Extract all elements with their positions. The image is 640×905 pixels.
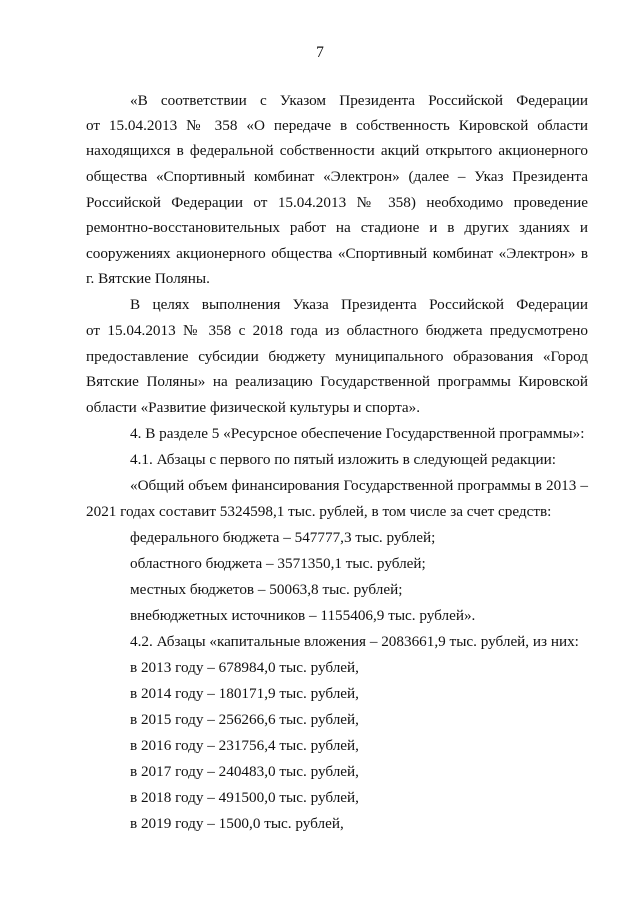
list-item: местных бюджетов – 50063,8 тыс. рублей; bbox=[130, 581, 403, 598]
section-item: 4.2. Абзацы «капитальные вложения – 2083661,9 тыс. рублей, из них: bbox=[130, 633, 579, 650]
text-line: ремонтно-восстановительных работ на стадионе и в других зданиях и bbox=[86, 219, 588, 236]
document-body bbox=[86, 0, 588, 905]
section-item: 4.1. Абзацы с первого по пятый изложить в следующей редакции: bbox=[130, 451, 557, 468]
list-item: в 2013 году – 678984,0 тыс. рублей, bbox=[130, 659, 359, 676]
list-item: в 2018 году – 491500,0 тыс. рублей, bbox=[130, 789, 359, 806]
text-line: области «Развитие физической культуры и спорта». bbox=[86, 399, 421, 416]
text-line: «Общий объем финансирования Государственной программы в 2013 – bbox=[130, 477, 588, 494]
list-item: в 2015 году – 256266,6 тыс. рублей, bbox=[130, 711, 359, 728]
section-item: 4. В разделе 5 «Ресурсное обеспечение Государственной программы»: bbox=[130, 425, 585, 442]
list-item: внебюджетных источников – 1155406,9 тыс. рублей». bbox=[130, 607, 476, 624]
text-line: В целях выполнения Указа Президента Российской Федерации bbox=[130, 296, 588, 313]
text-line: Российской Федерации от 15.04.2013 № 358) необходимо проведение bbox=[86, 194, 588, 211]
text-line: от 15.04.2013 № 358 с 2018 года из областного бюджета предусмотрено bbox=[86, 322, 588, 339]
page-number: 7 bbox=[316, 44, 324, 61]
list-item: областного бюджета – 3571350,1 тыс. рублей; bbox=[130, 555, 426, 572]
text-line: г. Вятские Поляны. bbox=[86, 270, 210, 287]
text-line: находящихся в федеральной собственности акций открытого акционерного bbox=[86, 142, 588, 159]
text-line: «В соответствии с Указом Президента Российской Федерации bbox=[130, 92, 588, 109]
list-item: в 2014 году – 180171,9 тыс. рублей, bbox=[130, 685, 359, 702]
text-line: сооружениях акционерного общества «Спортивный комбинат «Электрон» в bbox=[86, 245, 588, 262]
text-line: Вятские Поляны» на реализацию Государственной программы Кировской bbox=[86, 373, 588, 390]
text-line: предоставление субсидии бюджету муниципального образования «Город bbox=[86, 348, 588, 365]
text-line: общества «Спортивный комбинат «Электрон» (далее – Указ Президента bbox=[86, 168, 588, 185]
text-line: от 15.04.2013 № 358 «О передаче в собственность Кировской области bbox=[86, 117, 588, 134]
text-line: 2021 годах составит 5324598,1 тыс. рублей, в том числе за счет средств: bbox=[86, 503, 552, 520]
list-item: в 2017 году – 240483,0 тыс. рублей, bbox=[130, 763, 359, 780]
list-item: федерального бюджета – 547777,3 тыс. рублей; bbox=[130, 529, 436, 546]
list-item: в 2019 году – 1500,0 тыс. рублей, bbox=[130, 815, 344, 832]
list-item: в 2016 году – 231756,4 тыс. рублей, bbox=[130, 737, 359, 754]
